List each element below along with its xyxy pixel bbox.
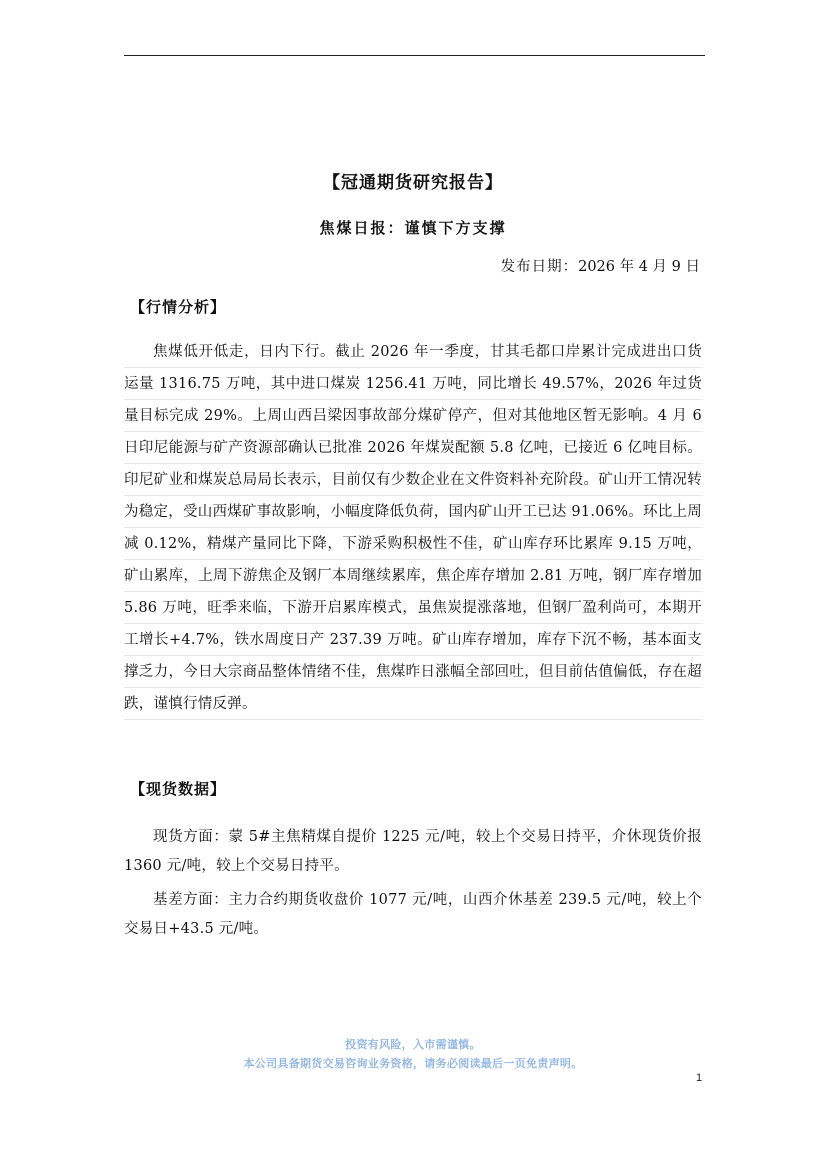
publish-date-value: 2026 年 4 月 9 日 [578, 259, 700, 275]
basis-paragraph: 基差方面：主力合约期货收盘价 1077 元/吨，山西介休基差 239.5 元/吨，较上个交易日+43.5 元/吨。 [124, 892, 702, 937]
page-number: 1 [696, 1072, 703, 1084]
publish-date [501, 255, 700, 276]
spot-data-heading: 【现货数据】 [130, 780, 227, 798]
disclaimer-notice: 本公司具备期货交易咨询业务资格，请务必阅读最后一页免责声明。 [243, 1057, 583, 1070]
report-title: 【冠通期货研究报告】 [323, 173, 503, 193]
market-analysis-heading: 【行情分析】 [130, 298, 227, 316]
market-analysis-body: 焦煤低开低走，日内下行。截止 2026 年一季度，甘其毛都口岸累计完成进出口货运量 1316.75 万吨，其中进口煤炭 1256.41 万吨，同比增长 49.57%，2026 年过货量目标完成 29%。上周山西吕梁因事故部分煤矿停产，但对其他地区暂无影响。4 月 6 日印尼能源与矿产资源部确认已批准 2026 年煤炭配额 5.8 亿吨，已接近 6 亿吨目标。印尼矿业和煤炭总局局长表示，目前仅有少数企业在文件资料补充阶段。矿山开工情况转为稳定，受山西煤矿事故影响，小幅度降低负荷，国内矿山开工已达 91.06%。环比上周减 0.12%，精煤产量同比下降，下游采购积极性不佳，矿山库存环比累库 9.15 万吨，矿山累库，上周下游焦企及钢厂本周继续累库，焦企库存增加 2.81 万吨，钢厂库存增加 5.86 万吨，旺季来临，下游开启累库模式，虽焦炭提涨落地，但钢厂盈利尚可，本期开工增长+4.7%，铁水周度日产 237.39 万吨。矿山库存增加，库存下沉不畅，基本面支撑乏力，今日大宗商品整体情绪不佳，焦煤昨日涨幅全部回吐，但目前估值偏低，存在超跌，谨慎行情反弹。 [124, 336, 702, 720]
publish-date-label: 发布日期： [500, 259, 579, 275]
header-rule [124, 55, 705, 56]
risk-notice: 投资有风险，入市需谨慎。 [345, 1038, 481, 1051]
report-subtitle: 焦煤日报：谨慎下方支撑 [319, 219, 507, 237]
spot-price-paragraph: 现货方面：蒙 5#主焦精煤自提价 1225 元/吨，较上个交易日持平，介休现货价报 1360 元/吨，较上个交易日持平。 [124, 829, 702, 874]
